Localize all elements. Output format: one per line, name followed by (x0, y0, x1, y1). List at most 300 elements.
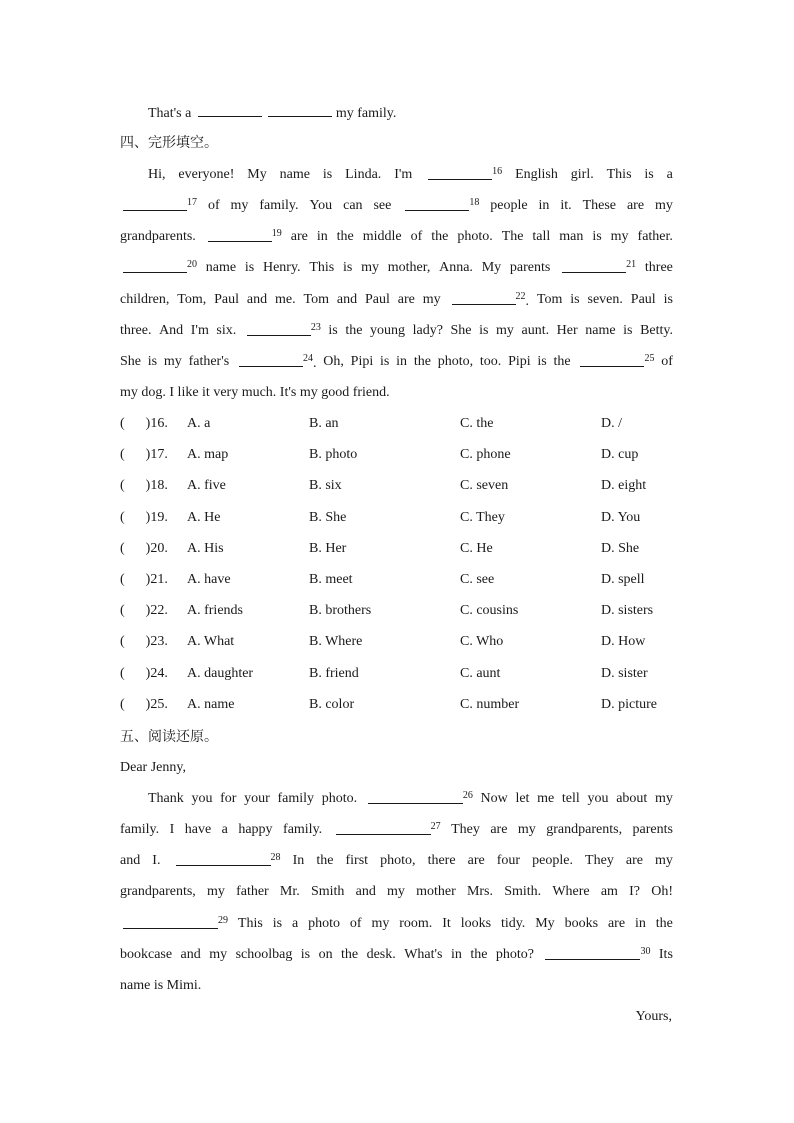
passage-word: She (450, 323, 472, 338)
passage-word: mother, (387, 260, 431, 275)
passage-word: is (244, 260, 255, 275)
passage-line (148, 165, 673, 187)
blank-number: 21 (626, 259, 637, 270)
passage-word: there (427, 853, 456, 868)
passage-word: you (191, 791, 213, 806)
passage-word: tidy. (500, 916, 526, 931)
passage-word: the (431, 229, 449, 244)
passage-word: tall (532, 229, 551, 244)
numbered-blank (333, 820, 441, 842)
passage-word: young (370, 323, 406, 338)
passage-word: Anna. (439, 260, 473, 275)
answer-blank[interactable] (545, 945, 640, 960)
option-d[interactable]: D. How (601, 634, 646, 650)
passage-word: Thank (148, 791, 184, 806)
passage-word: is (663, 292, 673, 307)
passage-word: photo. (457, 229, 493, 244)
cloze-last-line: my dog. I like it very much. It's my good friend. (120, 385, 390, 400)
answer-paren[interactable]: ( )17. (120, 447, 168, 463)
option-b[interactable]: B. Her (309, 540, 347, 556)
option-c[interactable]: C. number (460, 696, 520, 712)
passage-word: are (467, 853, 485, 868)
numbered-blank (173, 851, 281, 873)
passage-word: photo (308, 916, 340, 931)
numbered-blank (365, 789, 473, 811)
passage-word: in (538, 198, 550, 213)
passage-word: looks (460, 916, 492, 931)
passage-word: name (585, 323, 616, 338)
question-row (120, 476, 680, 496)
passage-word: a (291, 916, 299, 931)
passage-word: have (184, 822, 212, 837)
passage-word: is (479, 323, 489, 338)
blank-number: 18 (469, 197, 480, 208)
answer-blank[interactable] (336, 820, 431, 835)
passage-word: name (279, 167, 310, 182)
passage-word: Smith. (504, 884, 542, 899)
passage-line (120, 352, 673, 374)
answer-paren[interactable]: ( )24. (120, 665, 168, 681)
option-b[interactable]: B. She (309, 509, 347, 525)
numbered-blank (244, 321, 321, 343)
passage-word: Smith (310, 884, 345, 899)
passage-word: family. (120, 822, 160, 837)
passage-word: They (585, 853, 614, 868)
passage-word: the (413, 354, 431, 369)
passage-word: father's (188, 354, 230, 369)
blank-number: 28 (270, 852, 281, 863)
option-c[interactable]: C. aunt (460, 665, 501, 681)
passage-word: I'm (394, 167, 413, 182)
passage-word: and (336, 292, 358, 307)
passage-word: six. (216, 323, 237, 338)
blank-number: 17 (187, 197, 197, 208)
answer-blank[interactable] (239, 352, 303, 367)
section-4-title: 四、完形填空。 (120, 135, 218, 151)
passage-word: Tom, (177, 292, 207, 307)
question-row (120, 570, 680, 590)
passage-word: She (120, 354, 141, 369)
passage-word: The (501, 229, 524, 244)
answer-paren[interactable]: ( )22. (120, 603, 168, 619)
passage-word: photo. (321, 791, 358, 806)
passage-word: my (655, 853, 673, 868)
option-d[interactable]: D. You (601, 509, 641, 525)
section-5-title: 五、阅读还原。 (120, 729, 218, 745)
passage-line (120, 258, 673, 280)
passage-word: Hi, (148, 167, 166, 182)
numbered-blank (120, 196, 197, 218)
passage-word: in (634, 916, 646, 931)
passage-word: happy (238, 822, 273, 837)
passage-word: the (655, 916, 673, 931)
intro-text-before: That's a (148, 106, 192, 121)
option-a[interactable]: A. map (187, 447, 229, 463)
passage-word: seven. (587, 292, 623, 307)
blank-number: 27 (430, 821, 441, 832)
answer-blank[interactable] (580, 352, 644, 367)
passage-word: photo, (437, 354, 474, 369)
blank-number: 25 (644, 353, 655, 364)
passage-word: grandparents, (546, 822, 623, 837)
passage-word: mother (416, 884, 456, 899)
passage-word: first (345, 853, 369, 868)
option-a[interactable]: A. a (187, 416, 211, 431)
option-a[interactable]: A. What (187, 634, 235, 650)
passage-word: and (180, 947, 201, 962)
answer-paren[interactable]: ( )16. (120, 416, 168, 431)
passage-word: the (470, 947, 488, 962)
option-c[interactable]: C. Who (460, 634, 504, 650)
passage-word: family. (259, 198, 299, 213)
passage-word: is (592, 229, 602, 244)
passage-word: of (661, 354, 673, 369)
passage-word: Pipi (350, 354, 374, 369)
blank-number: 16 (492, 166, 503, 177)
passage-word: What's (404, 947, 443, 962)
passage-word: room. (399, 916, 433, 931)
passage-word: is (623, 323, 633, 338)
answer-paren[interactable]: ( )20. (120, 540, 168, 556)
option-d[interactable]: D. / (601, 416, 622, 431)
passage-word: my (230, 198, 249, 213)
passage-word: girl. (570, 167, 594, 182)
passage-word: the (345, 323, 363, 338)
passage-word: Pipi (508, 354, 531, 369)
passage-word: my (654, 791, 673, 806)
passage-word: bookcase (120, 947, 173, 962)
letter-last-line: name is Mimi. (120, 978, 202, 993)
passage-word: you (587, 791, 609, 806)
passage-word: My (481, 260, 502, 275)
question-row (120, 664, 680, 684)
passage-line (120, 945, 673, 967)
passage-word: lady? (412, 323, 443, 338)
passage-word: and (246, 292, 268, 307)
numbered-blank (425, 165, 502, 187)
passage-word: are (490, 822, 508, 837)
option-d[interactable]: D. picture (601, 696, 657, 712)
answer-blank[interactable] (368, 789, 463, 804)
passage-word: my (163, 354, 182, 369)
passage-word: about (616, 791, 648, 806)
blank-number: 19 (271, 228, 282, 239)
passage-word: is (537, 354, 547, 369)
answer-blank[interactable] (198, 102, 262, 117)
passage-word: schoolbag (235, 947, 293, 962)
passage-word: and (355, 884, 376, 899)
question-row (120, 445, 680, 465)
passage-word: family. (283, 822, 323, 837)
option-b[interactable]: B. Where (309, 634, 363, 650)
passage-line (120, 851, 673, 873)
option-c[interactable]: C. phone (460, 447, 511, 463)
passage-word: grandparents, (120, 884, 196, 899)
option-a[interactable]: A. friends (187, 603, 243, 619)
passage-word: Its (658, 947, 673, 962)
option-c[interactable]: C. cousins (460, 603, 519, 619)
answer-blank[interactable] (123, 914, 218, 929)
passage-word: people. (532, 853, 573, 868)
answer-blank[interactable] (562, 258, 626, 273)
passage-word: too. (479, 354, 502, 369)
answer-paren[interactable]: ( )23. (120, 634, 168, 650)
passage-word: Her (556, 323, 578, 338)
passage-word: I'm (190, 323, 209, 338)
passage-word: in (316, 229, 328, 244)
answer-blank[interactable] (176, 851, 271, 866)
option-c[interactable]: C. seven (460, 478, 509, 494)
passage-word: Oh! (651, 884, 673, 899)
passage-line (120, 196, 673, 218)
passage-word: your (244, 791, 270, 806)
option-b[interactable]: B. six (309, 478, 342, 494)
passage-word: people (490, 198, 528, 213)
answer-blank[interactable] (405, 196, 469, 211)
passage-word: photo, (380, 853, 416, 868)
option-b[interactable]: B. photo (309, 447, 358, 463)
option-a[interactable]: A. He (187, 509, 221, 525)
blank-number: 26 (462, 790, 473, 801)
passage-word: see (373, 198, 392, 213)
passage-line (120, 290, 673, 312)
passage-word: is (328, 323, 338, 338)
answer-paren[interactable]: ( )21. (120, 572, 168, 587)
option-a[interactable]: A. His (187, 540, 224, 556)
passage-word: name (205, 260, 237, 275)
option-b[interactable]: B. color (309, 696, 355, 712)
passage-word: me. (275, 292, 296, 307)
numbered-blank: $^{22}$. (449, 290, 530, 312)
option-c[interactable]: C. They (460, 509, 505, 525)
numbered-blank (559, 258, 636, 280)
passage-word: my (422, 292, 441, 307)
blank-number: 20 (187, 259, 197, 270)
numbered-blank: $^{24}$. (236, 352, 317, 374)
blank-number: 30 (640, 946, 651, 957)
option-c[interactable]: C. the (460, 416, 494, 431)
answer-blank[interactable] (452, 290, 516, 305)
passage-word: of (349, 916, 362, 931)
passage-word: In (292, 853, 305, 868)
question-row (120, 508, 680, 528)
numbered-blank (542, 945, 650, 967)
option-b[interactable]: B. meet (309, 572, 353, 587)
blank-number: 22 (515, 291, 526, 302)
question-row (120, 601, 680, 621)
passage-word: is (300, 947, 311, 962)
numbered-blank (577, 352, 654, 374)
passage-word: I (169, 822, 175, 837)
passage-word: Tom (303, 292, 329, 307)
passage-word: three (644, 260, 673, 275)
passage-word: of (410, 229, 423, 244)
option-c[interactable]: C. see (460, 572, 495, 587)
option-d[interactable]: D. sisters (601, 603, 654, 619)
passage-word: Paul (630, 292, 656, 307)
passage-word: Mr. (279, 884, 300, 899)
passage-word: Mrs. (466, 884, 493, 899)
option-d[interactable]: D. She (601, 540, 640, 556)
passage-word: of (207, 198, 220, 213)
passage-word: in (396, 354, 408, 369)
passage-word: is (342, 260, 353, 275)
passage-word: English (515, 167, 558, 182)
passage-word: my (387, 884, 405, 899)
passage-word: my (361, 260, 379, 275)
answer-paren[interactable]: ( )25. (120, 696, 168, 712)
numbered-blank (120, 258, 197, 280)
option-a[interactable]: A. five (187, 478, 226, 494)
passage-word: a (221, 822, 228, 837)
passage-word: I? (629, 884, 641, 899)
passage-line (120, 227, 673, 249)
option-d[interactable]: D. sister (601, 665, 648, 681)
passage-word: This (606, 167, 632, 182)
option-d[interactable]: D. spell (601, 572, 645, 587)
passage-word: for (220, 791, 237, 806)
passage-word: books (564, 916, 599, 931)
answer-blank[interactable] (123, 196, 187, 211)
passage-word: aunt. (521, 323, 550, 338)
intro-line (148, 102, 673, 124)
option-c[interactable]: C. He (460, 540, 493, 556)
passage-word: let (515, 791, 530, 806)
option-a[interactable]: A. name (187, 696, 235, 712)
passage-word: My (535, 916, 555, 931)
passage-word: man (559, 229, 584, 244)
passage-word: This (309, 260, 335, 275)
question-row (120, 414, 680, 434)
option-a[interactable]: A. have (187, 572, 231, 587)
option-d[interactable]: D. eight (601, 478, 647, 494)
blank-number: 24 (302, 353, 313, 364)
passage-word: my (517, 822, 536, 837)
passage-word: Tom (536, 292, 563, 307)
passage-line (120, 882, 673, 902)
option-b[interactable]: B. an (309, 416, 339, 431)
passage-word: is (322, 167, 333, 182)
letter-greeting: Dear Jenny, (120, 760, 186, 775)
passage-word: photo? (495, 947, 534, 962)
passage-word: my (207, 884, 225, 899)
passage-word: it. (560, 198, 572, 213)
passage-word: Linda. (345, 167, 382, 182)
answer-blank[interactable] (123, 258, 187, 273)
passage-word: is (272, 916, 283, 931)
answer-blank[interactable] (247, 321, 311, 336)
passage-word: parents (632, 822, 673, 837)
answer-blank[interactable] (268, 102, 332, 117)
passage-word: a (666, 167, 673, 182)
numbered-blank (402, 196, 479, 218)
intro-text-after: my family. (335, 106, 397, 121)
option-b[interactable]: B. brothers (309, 603, 372, 619)
passage-word: four (496, 853, 521, 868)
passage-word: Henry. (262, 260, 301, 275)
passage-word: are (607, 916, 626, 931)
blank-number: 23 (310, 322, 321, 333)
letter-sign-off: Yours, (635, 1009, 672, 1024)
passage-word: the (316, 853, 334, 868)
passage-word: can (343, 198, 363, 213)
passage-word: am (600, 884, 618, 899)
passage-word: is (570, 292, 580, 307)
passage-line (148, 789, 673, 811)
passage-word: is (147, 354, 158, 369)
passage-word: is (380, 354, 390, 369)
passage-word: Now (480, 791, 508, 806)
passage-word: are (397, 292, 415, 307)
numbered-blank (120, 914, 228, 936)
passage-word: are (625, 853, 643, 868)
passage-word: the (341, 947, 359, 962)
passage-word: father. (637, 229, 673, 244)
passage-word: These (582, 198, 616, 213)
passage-word: my (496, 323, 514, 338)
numbered-blank (205, 227, 282, 249)
passage-word: And (159, 323, 184, 338)
passage-word: on (318, 947, 333, 962)
blank-number: 29 (218, 915, 228, 926)
passage-word: parents (509, 260, 551, 275)
passage-word: Oh, (323, 354, 344, 369)
passage-word: my (371, 916, 390, 931)
passage-word: my (610, 229, 629, 244)
passage-word: is (644, 167, 654, 182)
option-a[interactable]: A. daughter (187, 665, 254, 681)
passage-word: my (654, 198, 673, 213)
answer-blank[interactable] (428, 165, 492, 180)
answer-paren[interactable]: ( )19. (120, 509, 168, 525)
passage-word: My (247, 167, 267, 182)
passage-word: my (209, 947, 228, 962)
passage-word: desk. (366, 947, 396, 962)
question-row (120, 632, 680, 652)
passage-word: This (237, 916, 263, 931)
passage-word: Betty. (640, 323, 673, 338)
passage-line (120, 321, 673, 343)
option-b[interactable]: B. friend (309, 665, 359, 681)
passage-line (120, 914, 673, 936)
passage-word: everyone! (178, 167, 235, 182)
answer-blank[interactable] (208, 227, 272, 242)
passage-word: I. (152, 853, 161, 868)
passage-line (120, 820, 673, 842)
passage-word: grandparents. (120, 229, 196, 244)
passage-word: Paul (364, 292, 390, 307)
passage-word: Where (552, 884, 590, 899)
passage-word: and (120, 853, 141, 868)
option-d[interactable]: D. cup (601, 447, 639, 463)
passage-word: three. (120, 323, 152, 338)
passage-word: are (626, 198, 645, 213)
passage-word: me (537, 791, 555, 806)
question-row (120, 539, 680, 559)
passage-word: father (236, 884, 269, 899)
passage-word: It (442, 916, 451, 931)
question-row (120, 695, 680, 715)
passage-word: You (309, 198, 333, 213)
answer-paren[interactable]: ( )18. (120, 478, 168, 494)
passage-word: family (277, 791, 315, 806)
passage-word: tell (561, 791, 580, 806)
passage-word: middle (362, 229, 402, 244)
passage-word: children, (120, 292, 170, 307)
passage-word: the (336, 229, 354, 244)
passage-word: Paul (214, 292, 240, 307)
passage-word: are (290, 229, 308, 244)
